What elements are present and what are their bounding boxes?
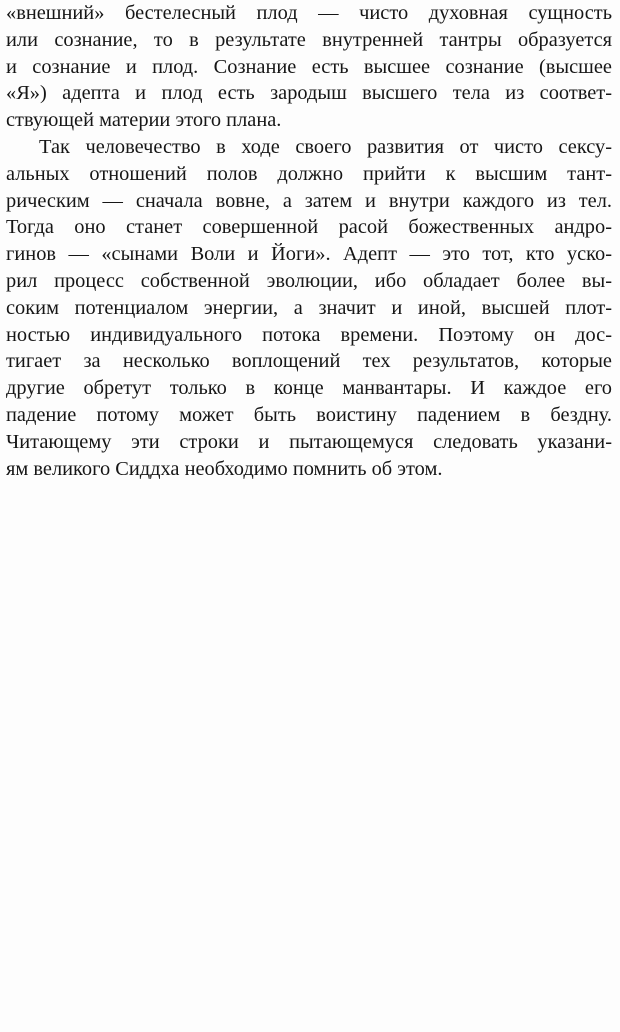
text-line: или сознание, то в результате внутренней тантры образуется	[6, 28, 612, 51]
paragraph-1	[6, 0, 612, 134]
text-line: ствующей материи этого плана.	[6, 109, 282, 132]
text-line: рическим — сначала вовне, а затем и внутри каждого из тел.	[6, 189, 612, 212]
text-line: соким потенциалом энергии, а значит и иной, высшей плот-	[6, 296, 612, 319]
text-line: рил процесс собственной эволюции, ибо обладает более вы-	[6, 269, 612, 292]
paragraph-2	[6, 134, 612, 482]
text-line: падение потому может быть воистину падением в бездну.	[6, 403, 612, 426]
text-line: ям великого Сиддха необходимо помнить об этом.	[6, 457, 443, 480]
text-line: другие обретут только в конце манвантары. И каждое его	[6, 377, 612, 400]
text-line: тигает за несколько воплощений тех результатов, которые	[6, 350, 612, 373]
text-line: Читающему эти строки и пытающемуся следовать указани-	[6, 430, 612, 453]
text-line: и сознание и плод. Сознание есть высшее сознание (высшее	[6, 55, 612, 78]
text-line: Тогда оно станет совершенной расой божественных андро-	[6, 216, 612, 239]
body-text	[6, 0, 612, 482]
text-line: «Я») адепта и плод есть зародыш высшего тела из соответ-	[6, 82, 612, 105]
text-line: «внешний» бестелесный плод — чисто духовная сущность	[6, 2, 612, 24]
text-line: Так человечество в ходе своего развития от чисто сексу-	[39, 135, 612, 158]
text-line: ностью индивидуального потока времени. Поэтому он дос-	[6, 323, 612, 346]
text-line: гинов — «сынами Воли и Йоги». Адепт — это тот, кто уско-	[6, 243, 612, 266]
text-line: альных отношений полов должно прийти к высшим тант-	[6, 162, 612, 185]
